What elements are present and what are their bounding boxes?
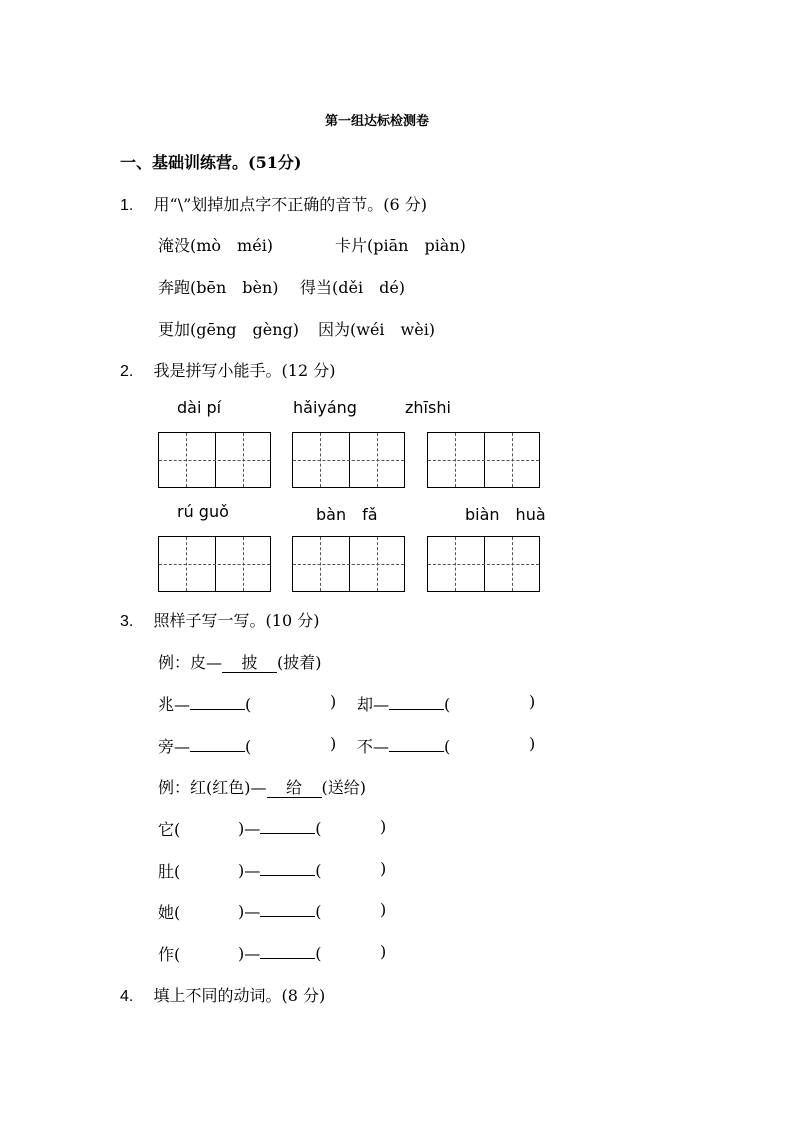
question-number: 1. — [120, 197, 134, 214]
question-1 — [120, 192, 427, 215]
item-row: 作( — [158, 945, 181, 964]
q1-row-3-b: 因为(wéi wèi) — [318, 320, 436, 339]
item-row-rest: )— ( — [238, 944, 322, 963]
question-text: 照样子写一写。(10 分) — [153, 611, 320, 630]
fill-row: 却— ( — [357, 695, 451, 714]
example-suffix: (披着) — [277, 653, 322, 672]
pinyin-label: dài pí — [177, 398, 222, 417]
q1-row-1-b: 卡片(piān piàn) — [335, 236, 466, 255]
answer-blank[interactable] — [389, 735, 444, 752]
close-paren: ) — [380, 817, 387, 836]
answer-blank[interactable] — [260, 900, 315, 917]
example-suffix: (送给) — [321, 778, 366, 797]
item-row-rest: )— ( — [238, 819, 322, 838]
q1-row-2-b: 得当(děi dé) — [300, 278, 406, 297]
writing-grid[interactable] — [427, 536, 540, 592]
close-paren: ) — [380, 859, 387, 878]
example-prefix: 例：红(红色)— — [158, 778, 267, 797]
question-number: 2. — [120, 363, 134, 380]
question-2 — [120, 358, 335, 381]
char-prompt: 却— — [357, 695, 390, 714]
answer-blank[interactable] — [190, 735, 245, 752]
char-prompt: 不— — [357, 737, 390, 756]
q1-row-2-a: 奔跑(bēn bèn) — [158, 278, 279, 297]
section-heading: 一、基础训练营。(51分) — [120, 153, 302, 172]
pinyin-label: hǎiyáng — [293, 398, 357, 417]
q1-row-1-a: 淹没(mò méi) — [158, 236, 274, 255]
close-paren: ) — [380, 900, 387, 919]
fill-row: 兆— ( — [158, 695, 252, 714]
example-prefix: 例：皮— — [158, 653, 223, 672]
pinyin-label: rú guǒ — [177, 502, 229, 521]
example-answer: 披 — [222, 654, 277, 673]
writing-grid[interactable] — [292, 432, 405, 488]
page-title: 第一组达标检测卷 — [325, 114, 430, 129]
writing-grid[interactable] — [427, 432, 540, 488]
example-1 — [158, 650, 322, 673]
question-text: 我是拼写小能手。(12 分) — [153, 361, 336, 380]
answer-blank[interactable] — [389, 693, 444, 710]
char-prompt: 旁— — [158, 737, 191, 756]
example-answer: 给 — [267, 779, 322, 798]
pinyin-label: zhīshi — [405, 398, 451, 417]
question-number: 3. — [120, 613, 134, 630]
answer-blank[interactable] — [260, 942, 315, 959]
question-text: 填上不同的动词。(8 分) — [153, 986, 326, 1005]
item-row-rest: )— ( — [238, 902, 322, 921]
close-paren: ) — [380, 942, 387, 961]
writing-grid[interactable] — [158, 432, 271, 488]
example-2 — [158, 775, 366, 798]
close-paren: ) — [330, 692, 337, 711]
question-3 — [120, 608, 319, 631]
pinyin-label: biàn huà — [465, 505, 546, 524]
question-4 — [120, 983, 325, 1006]
answer-blank[interactable] — [260, 859, 315, 876]
q1-row-3-a: 更加(gēng gèng) — [158, 320, 300, 339]
writing-grid[interactable] — [158, 536, 271, 592]
close-paren: ) — [529, 692, 536, 711]
pinyin-label: bàn fǎ — [316, 505, 378, 524]
answer-blank[interactable] — [260, 817, 315, 834]
fill-row: 不— ( — [357, 737, 451, 756]
answer-blank[interactable] — [190, 693, 245, 710]
fill-row: 旁— ( — [158, 737, 252, 756]
writing-grid[interactable] — [292, 536, 405, 592]
char-prompt: 兆— — [158, 695, 191, 714]
close-paren: ) — [330, 734, 337, 753]
item-row: 它( — [158, 820, 181, 839]
item-row-rest: )— ( — [238, 861, 322, 880]
question-text: 用“\”划掉加点字不正确的音节。(6 分) — [153, 195, 428, 214]
question-number: 4. — [120, 988, 134, 1005]
item-row: 肚( — [158, 862, 181, 881]
close-paren: ) — [529, 734, 536, 753]
item-row: 她( — [158, 903, 181, 922]
